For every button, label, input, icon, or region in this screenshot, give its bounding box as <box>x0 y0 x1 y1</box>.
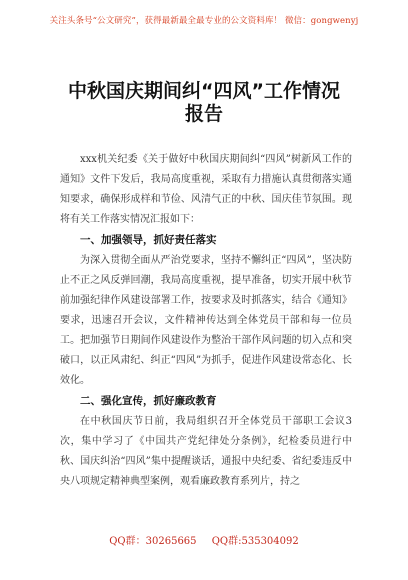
document-title <box>36 80 372 126</box>
footer-qq-group-1: QQ群：30265665 <box>109 536 197 547</box>
section-heading-2: 二、强化宣传，抓好廉政教育 <box>80 395 217 407</box>
section-1-paragraph: 为深入贯彻全面从严治党要求，坚持不懈纠正“四风”，坚决防止不正之风反弹回潮，我局高度重视，提早准备，切实开展中秋节前加强纪律作风建设部署工作，按要求及时抓落实，结合《通知》要求，迅速召开会议，文件精神传达到全体党员干部和每一位员工。把加强节日期间作风建设作为整治干部作风问题的切入点和突破口，以正风肃纪、纠正“四风”为抓手，促进作风建设常态化、长效化。 <box>60 255 352 386</box>
footer-qq-group-2: QQ群:535304092 <box>211 536 299 547</box>
title-line-2: 报告 <box>184 103 223 125</box>
section-heading-1: 一、加强领导，抓好责任落实 <box>80 234 217 246</box>
title-line-1: 中秋国庆期间纠“四风”工作情况 <box>68 80 340 102</box>
section-2-paragraph: 在中秋国庆节日前，我局组织召开全体党员干部职工会议3次，集中学习了《中国共产党纪律处分条例》，纪检委员进行中秋、国庆纠治“四风”集中提醒谈话，通报中央纪委、省纪委违反中央八项规定精神典型案例，观看廉政教育系列片，持之 <box>60 416 352 487</box>
intro-paragraph: xxx机关纪委《关于做好中秋国庆期间纠“四风”树新风工作的通知》文件下发后，我局高度重视，采取有力措施认真贯彻落实通知要求，确保形成样和节俭、风清气正的中秋、国庆佳节氛围。现将有关工作落实情况汇报如下： <box>60 154 352 225</box>
header-banner: 关注头条号“公文研究”，获得最新最全最专业的公文资料库！ 微信：gongwenyj <box>49 16 359 26</box>
footer-qq-groups <box>0 532 408 547</box>
document-body <box>60 150 352 492</box>
